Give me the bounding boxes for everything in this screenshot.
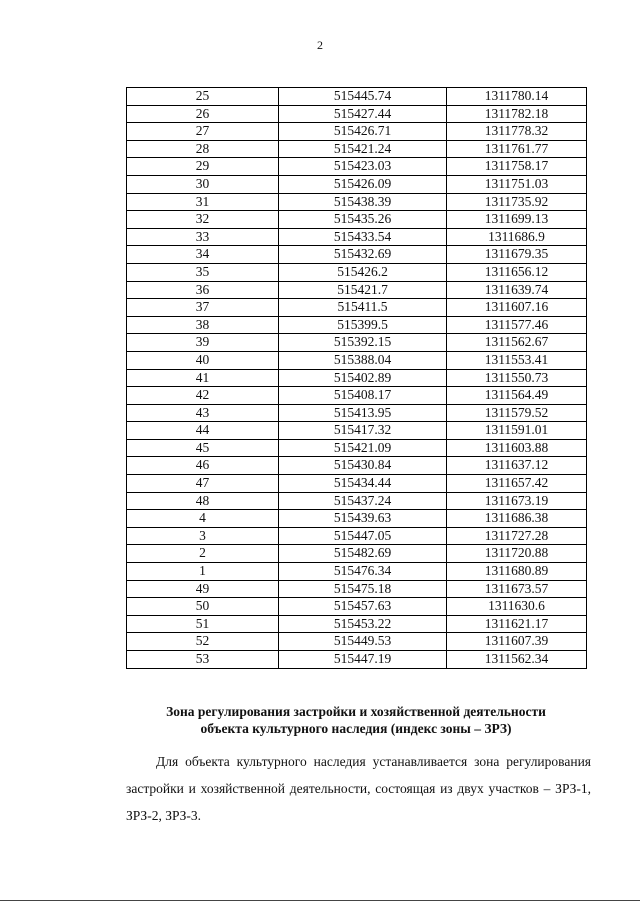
x-coordinate-cell: 515430.84: [279, 457, 447, 475]
y-coordinate-cell: 1311591.01: [447, 422, 587, 440]
y-coordinate-cell: 1311550.73: [447, 369, 587, 387]
x-coordinate-cell: 515457.63: [279, 598, 447, 616]
y-coordinate-cell: 1311564.49: [447, 387, 587, 405]
y-coordinate-cell: 1311637.12: [447, 457, 587, 475]
x-coordinate-cell: 515435.26: [279, 211, 447, 229]
point-number-cell: 51: [127, 615, 279, 633]
y-coordinate-cell: 1311639.74: [447, 281, 587, 299]
point-number-cell: 37: [127, 299, 279, 317]
x-coordinate-cell: 515475.18: [279, 580, 447, 598]
x-coordinate-cell: 515421.24: [279, 140, 447, 158]
point-number-cell: 31: [127, 193, 279, 211]
x-coordinate-cell: 515421.09: [279, 439, 447, 457]
point-number-cell: 25: [127, 88, 279, 106]
x-coordinate-cell: 515439.63: [279, 510, 447, 528]
table-row: [127, 457, 587, 475]
table-row: [127, 633, 587, 651]
point-number-cell: 32: [127, 211, 279, 229]
x-coordinate-cell: 515408.17: [279, 387, 447, 405]
point-number-cell: 45: [127, 439, 279, 457]
y-coordinate-cell: 1311607.16: [447, 299, 587, 317]
table-row: [127, 387, 587, 405]
y-coordinate-cell: 1311751.03: [447, 175, 587, 193]
page-number: 2: [317, 38, 323, 52]
table-row: [127, 158, 587, 176]
y-coordinate-cell: 1311621.17: [447, 615, 587, 633]
x-coordinate-cell: 515426.71: [279, 123, 447, 141]
y-coordinate-cell: 1311607.39: [447, 633, 587, 651]
x-coordinate-cell: 515411.5: [279, 299, 447, 317]
x-coordinate-cell: 515434.44: [279, 475, 447, 493]
x-coordinate-cell: 515482.69: [279, 545, 447, 563]
y-coordinate-cell: 1311735.92: [447, 193, 587, 211]
y-coordinate-cell: 1311562.34: [447, 651, 587, 669]
y-coordinate-cell: 1311727.28: [447, 527, 587, 545]
y-coordinate-cell: 1311673.57: [447, 580, 587, 598]
zone-heading: [126, 703, 586, 737]
point-number-cell: 35: [127, 263, 279, 281]
table-row: [127, 580, 587, 598]
table-row: [127, 563, 587, 581]
point-number-cell: 30: [127, 175, 279, 193]
point-number-cell: 33: [127, 228, 279, 246]
table-row: [127, 105, 587, 123]
table-row: [127, 369, 587, 387]
table-row: [127, 211, 587, 229]
point-number-cell: 49: [127, 580, 279, 598]
x-coordinate-cell: 515445.74: [279, 88, 447, 106]
table-row: [127, 422, 587, 440]
footer-rule: [0, 900, 640, 901]
table-row: [127, 404, 587, 422]
y-coordinate-cell: 1311778.32: [447, 123, 587, 141]
table-row: [127, 615, 587, 633]
x-coordinate-cell: 515437.24: [279, 492, 447, 510]
point-number-cell: 42: [127, 387, 279, 405]
point-number-cell: 26: [127, 105, 279, 123]
x-coordinate-cell: 515432.69: [279, 246, 447, 264]
point-number-cell: 29: [127, 158, 279, 176]
y-coordinate-cell: 1311761.77: [447, 140, 587, 158]
y-coordinate-cell: 1311686.38: [447, 510, 587, 528]
x-coordinate-cell: 515447.05: [279, 527, 447, 545]
point-number-cell: 44: [127, 422, 279, 440]
x-coordinate-cell: 515449.53: [279, 633, 447, 651]
point-number-cell: 36: [127, 281, 279, 299]
table-row: [127, 351, 587, 369]
point-number-cell: 41: [127, 369, 279, 387]
point-number-cell: 2: [127, 545, 279, 563]
x-coordinate-cell: 515413.95: [279, 404, 447, 422]
x-coordinate-cell: 515426.2: [279, 263, 447, 281]
table-row: [127, 492, 587, 510]
y-coordinate-cell: 1311562.67: [447, 334, 587, 352]
y-coordinate-cell: 1311673.19: [447, 492, 587, 510]
table-row: [127, 281, 587, 299]
y-coordinate-cell: 1311603.88: [447, 439, 587, 457]
point-number-cell: 46: [127, 457, 279, 475]
x-coordinate-cell: 515447.19: [279, 651, 447, 669]
table-row: [127, 299, 587, 317]
table-row: [127, 316, 587, 334]
point-number-cell: 38: [127, 316, 279, 334]
table-row: [127, 545, 587, 563]
table-row: [127, 439, 587, 457]
point-number-cell: 39: [127, 334, 279, 352]
table-row: [127, 193, 587, 211]
x-coordinate-cell: 515427.44: [279, 105, 447, 123]
coordinates-table-body: [127, 88, 587, 669]
table-row: [127, 598, 587, 616]
x-coordinate-cell: 515423.03: [279, 158, 447, 176]
y-coordinate-cell: 1311656.12: [447, 263, 587, 281]
point-number-cell: 50: [127, 598, 279, 616]
x-coordinate-cell: 515426.09: [279, 175, 447, 193]
y-coordinate-cell: 1311579.52: [447, 404, 587, 422]
point-number-cell: 52: [127, 633, 279, 651]
x-coordinate-cell: 515388.04: [279, 351, 447, 369]
y-coordinate-cell: 1311782.18: [447, 105, 587, 123]
point-number-cell: 53: [127, 651, 279, 669]
y-coordinate-cell: 1311553.41: [447, 351, 587, 369]
y-coordinate-cell: 1311720.88: [447, 545, 587, 563]
y-coordinate-cell: 1311657.42: [447, 475, 587, 493]
y-coordinate-cell: 1311686.9: [447, 228, 587, 246]
point-number-cell: 1: [127, 563, 279, 581]
point-number-cell: 43: [127, 404, 279, 422]
y-coordinate-cell: 1311699.13: [447, 211, 587, 229]
x-coordinate-cell: 515392.15: [279, 334, 447, 352]
x-coordinate-cell: 515438.39: [279, 193, 447, 211]
table-row: [127, 527, 587, 545]
point-number-cell: 28: [127, 140, 279, 158]
table-row: [127, 246, 587, 264]
x-coordinate-cell: 515453.22: [279, 615, 447, 633]
point-number-cell: 47: [127, 475, 279, 493]
x-coordinate-cell: 515402.89: [279, 369, 447, 387]
zone-description-paragraph: Для объекта культурного наследия устанавливается зона регулирования застройки и хозяйственной деятельности, состоящая из двух участков – ЗРЗ-1, ЗРЗ-2, ЗРЗ-3.: [126, 754, 591, 823]
table-row: [127, 140, 587, 158]
point-number-cell: 40: [127, 351, 279, 369]
zone-heading-line-2: объекта культурного наследия (индекс зоны – ЗРЗ): [200, 721, 512, 736]
table-row: [127, 88, 587, 106]
table-row: [127, 175, 587, 193]
y-coordinate-cell: 1311630.6: [447, 598, 587, 616]
table-row: [127, 334, 587, 352]
y-coordinate-cell: 1311577.46: [447, 316, 587, 334]
y-coordinate-cell: 1311758.17: [447, 158, 587, 176]
x-coordinate-cell: 515399.5: [279, 316, 447, 334]
point-number-cell: 4: [127, 510, 279, 528]
point-number-cell: 3: [127, 527, 279, 545]
x-coordinate-cell: 515433.54: [279, 228, 447, 246]
x-coordinate-cell: 515476.34: [279, 563, 447, 581]
table-row: [127, 263, 587, 281]
y-coordinate-cell: 1311780.14: [447, 88, 587, 106]
table-row: [127, 123, 587, 141]
point-number-cell: 48: [127, 492, 279, 510]
point-number-cell: 27: [127, 123, 279, 141]
table-row: [127, 228, 587, 246]
point-number-cell: 34: [127, 246, 279, 264]
x-coordinate-cell: 515421.7: [279, 281, 447, 299]
y-coordinate-cell: 1311680.89: [447, 563, 587, 581]
coordinates-table: [126, 87, 587, 669]
zone-heading-line-1: Зона регулирования застройки и хозяйственной деятельности: [166, 704, 546, 719]
table-row: [127, 651, 587, 669]
table-row: [127, 510, 587, 528]
table-row: [127, 475, 587, 493]
y-coordinate-cell: 1311679.35: [447, 246, 587, 264]
x-coordinate-cell: 515417.32: [279, 422, 447, 440]
